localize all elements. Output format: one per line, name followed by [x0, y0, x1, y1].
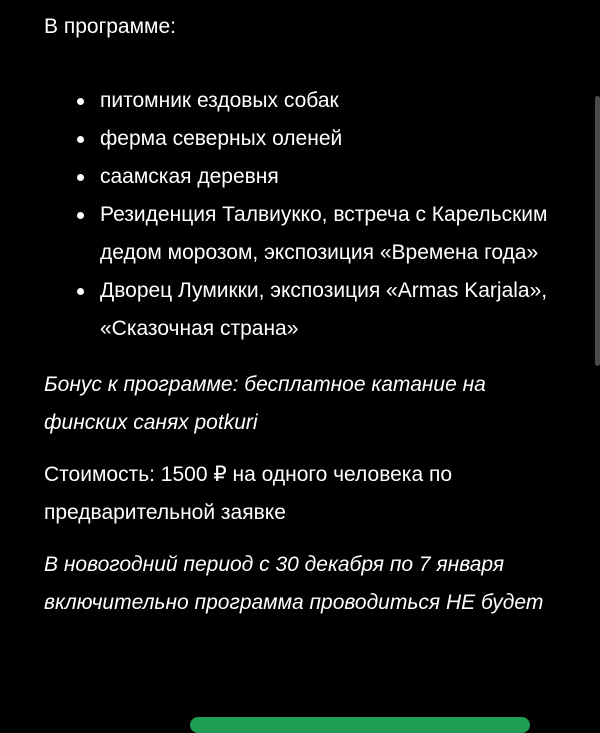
program-list — [44, 82, 564, 348]
action-button[interactable] — [190, 717, 530, 733]
bullet-icon — [77, 212, 84, 219]
list-item-text: Дворец Лумикки, экспозиция «Armas Karjala», «Сказочная страна» — [100, 279, 548, 340]
price-text: Стоимость: 1500 ₽ на одного человека по предварительной заявке — [44, 463, 453, 524]
scrollbar-thumb[interactable] — [595, 96, 600, 366]
list-item-text: питомник ездовых собак — [100, 89, 339, 112]
list-item — [44, 120, 564, 158]
list-item — [44, 196, 564, 272]
bullet-icon — [77, 174, 84, 181]
list-item-text: саамская деревня — [100, 165, 279, 188]
bullet-icon — [77, 98, 84, 105]
bullet-icon — [77, 288, 84, 295]
program-intro: В программе: — [44, 15, 176, 38]
list-item-text: Резиденция Талвиукко, встреча с Карельским дедом морозом, экспозиция «Времена года» — [100, 203, 548, 264]
list-item — [44, 158, 564, 196]
list-item-text: ферма северных оленей — [100, 127, 343, 150]
list-item — [44, 272, 564, 348]
program-description — [44, 8, 564, 622]
holiday-notice: В новогодний период с 30 декабря по 7 января включительно программа проводиться НЕ будет — [44, 553, 544, 614]
list-item — [44, 82, 564, 120]
bullet-icon — [77, 136, 84, 143]
bonus-text: Бонус к программе: бесплатное катание на финских санях potkuri — [44, 373, 486, 434]
